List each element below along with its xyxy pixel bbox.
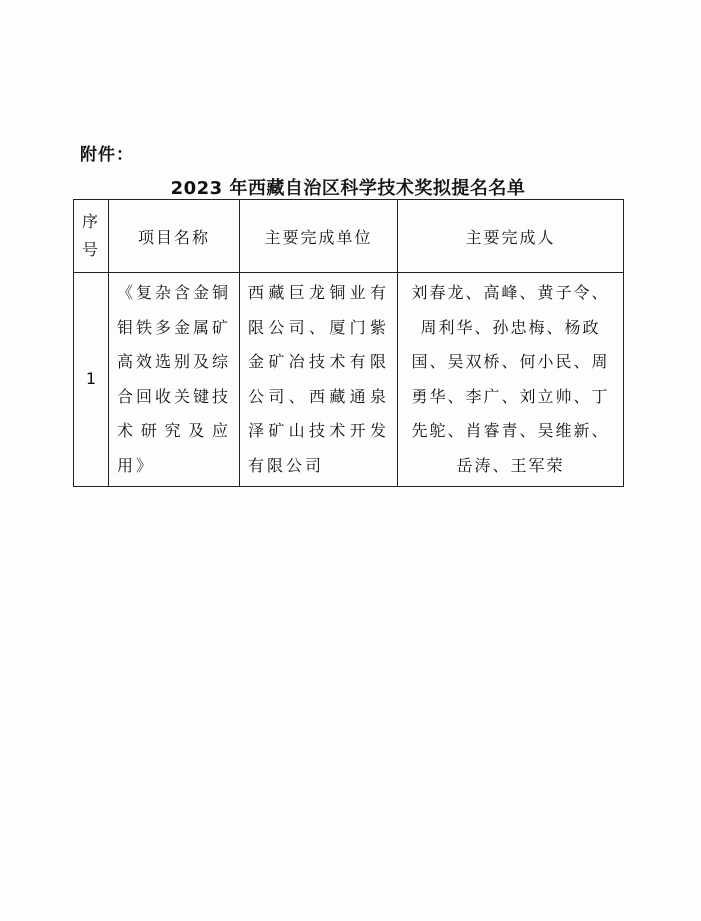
header-seq-label: 序号 [81,212,100,259]
table-row [74,273,624,487]
completion-people: 刘春龙、高峰、黄子令、周利华、孙忠梅、杨政国、吴双桥、何小民、周勇华、李广、刘立帅、丁先鸵、肖睿青、吴维新、岳涛、王军荣 [411,283,610,475]
nomination-table [73,199,624,487]
header-project [109,200,240,273]
cell-project [109,273,240,487]
attachment-label: 附件： [80,145,134,165]
seq-value: 1 [85,369,97,389]
project-name: 《复杂含金铜钼铁多金属矿高效选别及综合回收关键技术研究及应用》 [117,283,232,475]
cell-people [398,273,624,487]
document-title: 2023 年西藏自治区科学技术奖拟提名名单 [170,178,526,199]
cell-unit [240,273,398,487]
header-unit [240,200,398,273]
header-people [398,200,624,273]
table-header-row [74,200,624,273]
cell-seq [74,273,109,487]
completion-units: 西藏巨龙铜业有限公司、厦门紫金矿冶技术有限公司、西藏通泉泽矿山技术开发有限公司 [248,283,389,475]
header-seq [74,200,109,273]
header-project-label: 项目名称 [137,227,210,247]
header-unit-label: 主要完成单位 [264,227,373,247]
header-people-label: 主要完成人 [465,227,556,247]
